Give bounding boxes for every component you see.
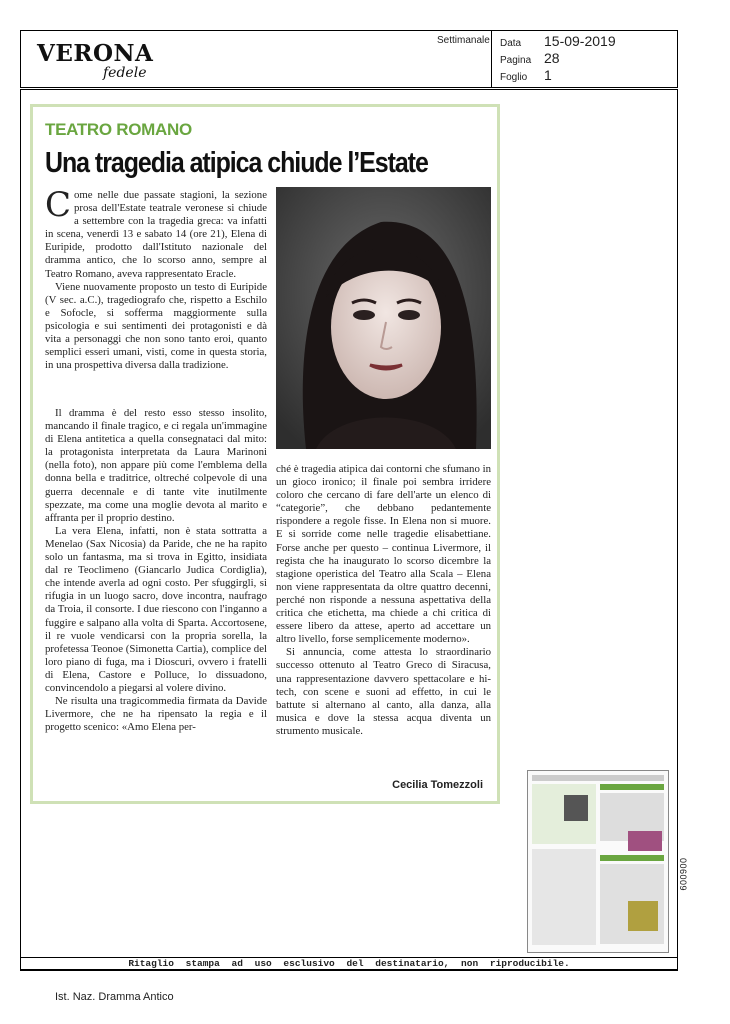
paragraph: ché è tragedia atipica dai contorni che sfumano in un gioco ironico; il finale poi sembra irridere coloro che cercano di fare dell'arte un elenco di “categorie”, che debbano pedantemente rispondere a regole fisse. In Elena non si muore. E si sorride come nelle tragedie elisabettiane. Forse anche per questo – continua Livermore, il regista che ha inaugurato lo scorso dicembre la stagione operistica del Teatro alla Scala – Elena non viene rappresentata da oltre quattro decenni, perché non risponde a nessuna aspettativa della critica che etichetta, ma chiede a chi critica di essere libero da attese, aperto ad accettare un altro livello, forse semplicemente moderno». [276,463,491,646]
paragraph [45,185,267,281]
paragraph-text: ome nelle due passate stagioni, la sezione prosa dell'Estate teatrale veronese si chiude a settembre con la tragedia greca: va infatti in scena, venerdì 13 e sabato 14 (ore 21), Elena di Euripide, prodotto dall'Istituto nazionale del dramma antico, che lo scorso anno, sempre al Teatro Romano, aveva rappresentato Eracle. [45,189,267,280]
paragraph: Ne risulta una tragicommedia firmata da Davide Livermore, che ne ha ripensato la regia e il progetto scenico: «Amo Elena per- [45,695,267,734]
copyright-notice: Ritaglio stampa ad uso esclusivo del destinatario, non riproducibile. [20,957,678,971]
paragraph: Il dramma è del resto esso stesso insolito, mancando il finale tragico, e ci regala un'immagine di Elena antitetica a quella consegnataci dal mito: la protagonista interpretata da Laura Marinoni (nella foto), non appare più come l'emblema della donna bella e traditrice, oltreché colpevole di una guerra decennale e di tante vite inutilmente spezzate, ma come una moglie devota al marito e affranta per il proprio destino. [45,407,267,524]
clipping-code: 006009 [678,858,688,892]
clipping-header [20,30,678,88]
meta-row-date [500,33,616,51]
logo-main-text: VERONA [37,40,154,67]
source-credit: Ist. Naz. Dramma Antico [55,991,174,1003]
meta-box [491,30,680,88]
column-right [276,463,491,738]
column-left-top [45,185,267,372]
section-label: TEATRO ROMANO [45,120,192,139]
meta-label: Data [500,38,522,49]
meta-value: 15-09-2019 [544,33,616,49]
actress-photo [276,187,491,449]
meta-value: 1 [544,67,552,83]
periodicity-label: Settimanale [437,35,490,46]
meta-label: Pagina [500,55,532,66]
newspaper-logo [37,40,154,81]
article-card [30,104,500,804]
dropcap: C [45,185,72,225]
portrait-image [276,187,491,449]
meta-row-sheet [500,67,552,85]
page-thumbnail [527,770,669,953]
logo-sub-text: fedele [103,65,147,81]
meta-row-page [500,50,560,68]
thumbnail-image [528,771,668,952]
paragraph: Viene nuovamente proposto un testo di Euripide (V sec. a.C.), tragediografo che, rispetto a Eschilo e Sofocle, si sofferma maggiormente sulla psicologia e sui sentimenti dei protagonisti e dà vita a personaggi che non sono tanto eroi, quanto semplici esseri umani, visti, come in questa storia, in una prospettiva diversa dalla tradizione. [45,280,267,372]
column-left-bottom [45,407,267,734]
author-signature: Cecilia Tomezzoli [392,779,483,791]
paragraph: Si annuncia, come attesta lo straordinario successo ottenuto al Teatro Greco di Siracusa, una rappresentazione davvero spettacolare e hi-tech, con scene e suoni ad effetto, in cui le battute si alternano al canto, alla danza, alla musica e dove la stessa acqua diventa un strumento musicale. [276,646,491,737]
article-headline: Una tragedia atipica chiude l’Estate [45,147,428,179]
meta-value: 28 [544,50,560,66]
meta-label: Foglio [500,72,528,83]
paragraph: La vera Elena, infatti, non è stata sottratta a Menelao (Sax Nicosia) da Paride, che ne ha rapito solo un fantasma, ma si trova in Egitto, insidiata dal re Teoclimeno (Giancarlo Judica Cordiglia), che intende averla ad ogni costo. Per sfuggirgli, si rifugia in un luogo sacro, dove incontra, naufrago da Troia, il consorte. I due riescono con l'inganno a fuggire e salpano alla volta di Sparta. Accortosene, il re vuole vendicarsi con la propria sorella, la profetessa Teonoe (Simonetta Cartia), complice del loro piano di fuga, ma i Dioscuri, ovvero i fratelli di Elena, Castore e Polluce, lo dissuadono, convincendolo a piegarsi al volere divino. [45,524,267,694]
